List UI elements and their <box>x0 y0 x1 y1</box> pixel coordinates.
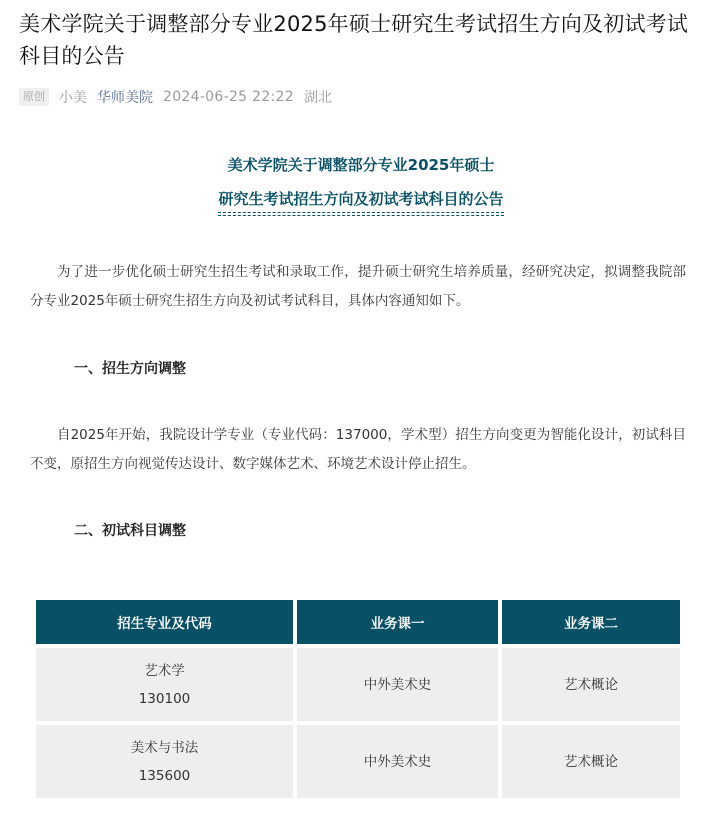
major-code: 130100 <box>138 690 191 707</box>
notice-heading-line2: 研究生考试招生方向及初试考试科目的公告 <box>218 188 503 213</box>
header-course2: 业务课二 <box>502 600 680 644</box>
major-cell <box>36 725 293 798</box>
major-name: 艺术学 <box>144 662 185 679</box>
section2-title: 二、初试科目调整 <box>74 523 186 539</box>
header-course1: 业务课一 <box>297 600 498 644</box>
course2-cell: 艺术概论 <box>502 725 680 798</box>
table-row <box>36 725 680 798</box>
original-badge: 原创 <box>19 88 49 106</box>
section1-title: 一、招生方向调整 <box>74 361 186 377</box>
major-code: 135600 <box>138 767 191 784</box>
major-cell <box>36 648 293 721</box>
section1-paragraph: 自2025年开始，我院设计学专业（专业代码：137000，学术型）招生方向变更为智能化设计，初试科目不变，原招生方向视觉传达设计、数字媒体艺术、环境艺术设计停止招生。 <box>30 427 686 472</box>
intro-paragraph: 为了进一步优化硕士研究生招生考试和录取工作，提升硕士研究生培养质量，经研究决定，拟调整我院部分专业2025年硕士研究生招生方向及初试考试科目，具体内容通知如下。 <box>30 264 686 309</box>
article-meta <box>19 86 332 108</box>
course1-cell: 中外美术史 <box>297 648 498 721</box>
publish-location: 湖北 <box>303 90 332 106</box>
article-title: 美术学院关于调整部分专业2025年硕士研究生考试招生方向及初试考试科目的公告 <box>19 12 689 68</box>
subjects-table <box>32 596 684 802</box>
notice-heading-line1: 美术学院关于调整部分专业2025年硕士 <box>227 156 495 174</box>
table-row <box>36 648 680 721</box>
header-major: 招生专业及代码 <box>36 600 293 644</box>
publish-datetime: 2024-06-25 22:22 <box>163 89 294 105</box>
account-link[interactable]: 华师美院 <box>97 90 153 106</box>
course2-cell: 艺术概论 <box>502 648 680 721</box>
author-name: 小美 <box>59 90 87 106</box>
table-header-row <box>36 600 680 644</box>
notice-heading-line2-wrapper <box>0 188 722 213</box>
major-name: 美术与书法 <box>130 739 199 756</box>
course1-cell: 中外美术史 <box>297 725 498 798</box>
